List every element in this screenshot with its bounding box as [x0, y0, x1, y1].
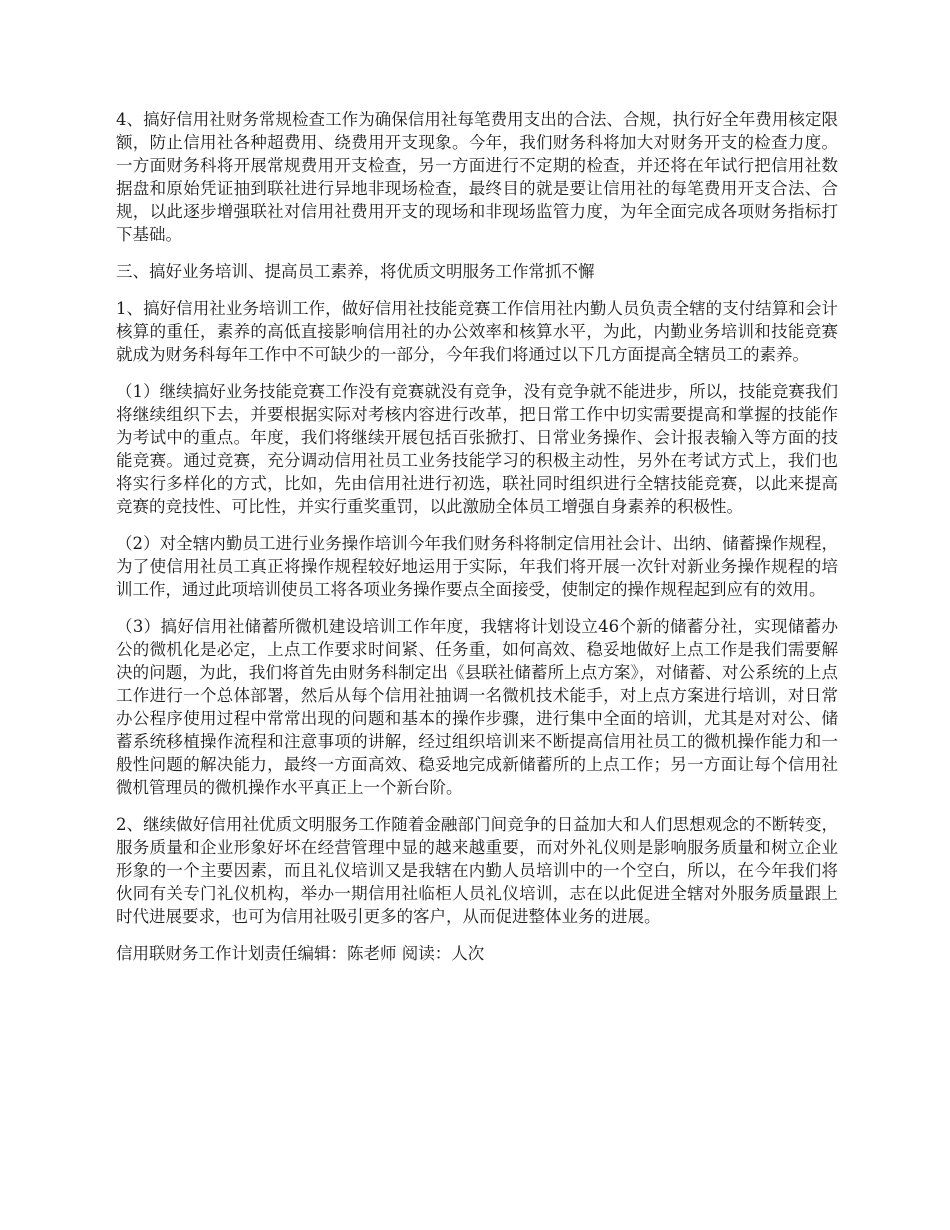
paragraph-skill-competition: （1）继续搞好业务技能竞赛工作没有竞赛就没有竞争，没有竞争就不能进步，所以，技能竞赛我们将继续组织下去，并要根据实际对考核内容进行改革，把日常工作中切实需要提高和掌握的技能作为考试中的重点。年度，我们将继续开展包括百张掀打、日常业务操作、会计报表输入等方面的技能竞赛。通过竞赛，充分调动信用社员工业务技能学习的积极主动性，另外在考试方式上，我们也将实行多样化的方式，比如，先由信用社进行初选，联社同时组织进行全辖技能竞赛，以此来提高竞赛的竞技性、可比性，并实行重奖重罚，以此激励全体员工增强自身素养的积极性。 [116, 382, 838, 516]
paragraph-operation-training: （2）对全辖内勤员工进行业务操作培训今年我们财务科将制定信用社会计、出纳、储蓄操作规程，为了使信用社员工真正将操作规程较好地运用于实际，年我们将开展一次针对新业务操作规程的培训工作，通过此项培训使员工将各项业务操作要点全面接受，使制定的操作规程起到应有的效用。 [116, 534, 838, 599]
paragraph-computer-training: （3）搞好信用社储蓄所微机建设培训工作年度，我辖将计划设立46个新的储蓄分社，实现储蓄办公的微机化是必定，上点工作要求时间紧、任务重，如何高效、稳妥地做好上点工作是我们需要解决的问题，为此，我们将首先由财务科制定出《县联社储蓄所上点方案》，对储蓄、对公系统的上点工作进行一个总体部署，然后从每个信用社抽调一名微机技术能手，对上点方案进行培训，对日常办公程序使用过程中常常出现的问题和基本的操作步骤，进行集中全面的培训，尤其是对对公、储蓄系统移植操作流程和注意事项的讲解，经过组织培训来不断提高信用社员工的微机操作能力和一般性问题的解决能力，最终一方面高效、稳妥地完成新储蓄所的上点工作；另一方面让每个信用社微机管理员的微机操作水平真正上一个新台阶。 [116, 617, 838, 797]
footer-editor-line: 信用联财务工作计划责任编辑：陈老师 阅读：人次 [116, 944, 485, 963]
section-heading-training: 三、搞好业务培训、提高员工素养，将优质文明服务工作常抓不懈 [116, 262, 595, 281]
paragraph-business-training: 1、搞好信用社业务培训工作，做好信用社技能竞赛工作信用社内勤人员负责全辖的支付结算和会计核算的重任，素养的高低直接影响信用社的办公效率和核算水平，为此，内勤业务培训和技能竞赛就成为财务科每年工作中不可缺少的一部分，今年我们将通过以下几方面提高全辖员工的素养。 [116, 299, 838, 364]
paragraph-finance-inspection: 4、搞好信用社财务常规检查工作为确保信用社每笔费用支出的合法、合规，执行好全年费用核定限额，防止信用社各种超费用、绕费用开支现象。今年，我们财务科将加大对财务开支的检查力度。一方面财务科将开展常规费用开支检查，另一方面进行不定期的检查，并还将在年试行把信用社数据盘和原始凭证抽到联社进行异地非现场检查，最终目的就是要让信用社的每笔费用开支合法、合规，以此逐步增强联社对信用社费用开支的现场和非现场监管力度，为年全面完成各项财务指标打下基础。 [116, 110, 838, 244]
document-page [116, 108, 838, 979]
paragraph-civilized-service: 2、继续做好信用社优质文明服务工作随着金融部门间竞争的日益加大和人们思想观念的不断转变，服务质量和企业形象好坏在经营管理中显的越来越重要，而对外礼仪则是影响服务质量和树立企业形象的一个主要因素，而且礼仪培训又是我辖在内勤人员培训中的一个空白，所以，在今年我们将伙同有关专门礼仪机构，举办一期信用社临柜人员礼仪培训，志在以此促进全辖对外服务质量跟上时代进展要求，也可为信用社吸引更多的客户，从而促进整体业务的进展。 [116, 815, 838, 926]
